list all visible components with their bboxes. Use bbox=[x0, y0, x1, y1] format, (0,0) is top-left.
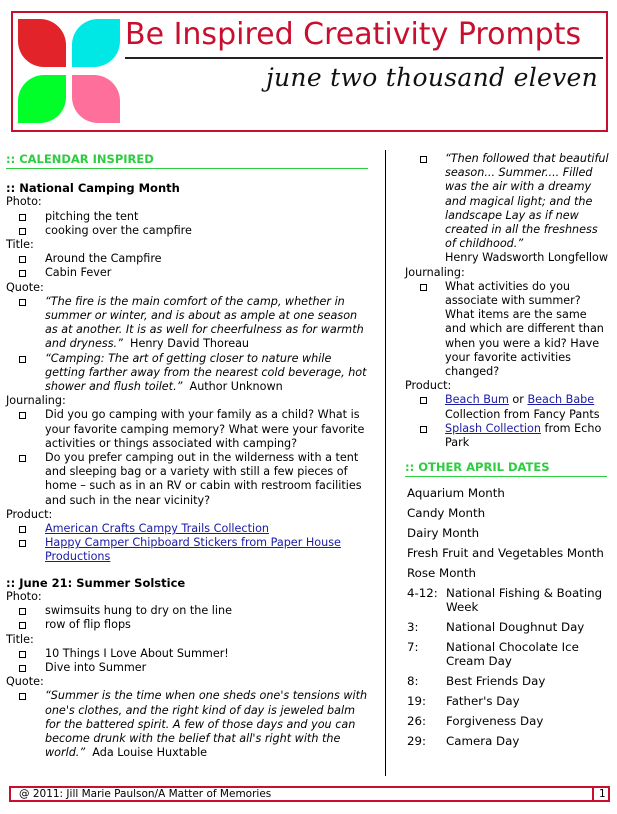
list-item: 7: National Chocolate Ice Cream Day bbox=[407, 640, 579, 669]
page-title: Be Inspired Creativity Prompts bbox=[125, 17, 582, 52]
list-item: cooking over the campfire bbox=[6, 224, 368, 238]
camping-photo-list bbox=[6, 210, 368, 238]
list-item: Rose Month bbox=[407, 566, 477, 581]
camping-event-title: :: National Camping Month bbox=[6, 181, 180, 196]
list-item: Dairy Month bbox=[407, 526, 480, 541]
left-column bbox=[6, 152, 368, 760]
list-item: swimsuits hung to dry on the line bbox=[6, 604, 368, 618]
camping-title-list bbox=[6, 252, 368, 280]
camping-quote-label: Quote: bbox=[6, 280, 44, 294]
checkbox-icon bbox=[19, 356, 26, 363]
checkbox-icon bbox=[420, 397, 427, 404]
checkbox-icon bbox=[19, 540, 26, 547]
camping-quote-list bbox=[6, 295, 368, 394]
product-link[interactable]: Splash Collection bbox=[445, 421, 541, 435]
solstice-product-label: Product: bbox=[405, 379, 452, 393]
list-item: pitching the tent bbox=[6, 210, 368, 224]
checkbox-icon bbox=[19, 608, 26, 615]
page-number: 1 bbox=[599, 788, 606, 800]
checkbox-icon bbox=[420, 284, 427, 291]
list-item: Fresh Fruit and Vegetables Month bbox=[407, 546, 604, 561]
camping-journaling-list bbox=[6, 408, 368, 507]
page-footer bbox=[9, 786, 610, 802]
quote-item: “Camping: The art of getting closer to nature while getting farther away from the nearest cold beverage, hot shower and flush toilet.” Author Unknown bbox=[6, 352, 368, 395]
camping-product-list bbox=[6, 522, 368, 565]
list-item: Do you prefer camping out in the wilderness with a tent and sleeping bag or a variety with still a few pieces of home – such as in an RV or cabin with restroom facilities and such in the near vicinity? bbox=[6, 451, 368, 508]
list-item: 26: Forgiveness Day bbox=[407, 714, 544, 729]
solstice-event-title: :: June 21: Summer Solstice bbox=[6, 575, 186, 590]
list-item bbox=[6, 536, 368, 564]
checkbox-icon bbox=[19, 651, 26, 658]
right-column bbox=[405, 152, 610, 751]
list-item: Splash Collection from Echo Park bbox=[405, 422, 610, 450]
solstice-journaling-label: Journaling: bbox=[405, 265, 465, 279]
other-dates-heading: :: OTHER APRIL DATES bbox=[405, 460, 607, 477]
product-link[interactable]: Beach Babe bbox=[527, 393, 595, 407]
list-item: Did you go camping with your family as a child? What is your favorite camping memory? What were your favorite activities or things associated with camping? bbox=[6, 408, 368, 451]
quote-item: “Summer is the time when one sheds one's tensions with one's clothes, and the right kind of day is jeweled balm for the battered spirit. A few of those days and you can become drunk with the belief that all's right with the world.” Ada Louise Huxtable bbox=[6, 689, 368, 760]
solstice-product-list bbox=[405, 393, 610, 450]
checkbox-icon bbox=[19, 256, 26, 263]
checkbox-icon bbox=[420, 156, 427, 163]
checkbox-icon bbox=[19, 693, 26, 700]
page-subtitle: june two thousand eleven bbox=[265, 63, 598, 92]
pink-leaf-tile bbox=[72, 75, 120, 123]
list-item: Candy Month bbox=[407, 506, 486, 521]
list-item: 4-12: National Fishing & Boating Week bbox=[407, 586, 603, 615]
checkbox-icon bbox=[19, 228, 26, 235]
page-header bbox=[11, 11, 608, 132]
solstice-journaling-list bbox=[405, 280, 610, 379]
quote-item: “The fire is the main comfort of the camp, whether in summer or winter, and is about as ample at one season as at another. It is as well for cheerfulness as for warmth and dryness.” Henry David Thoreau bbox=[6, 295, 368, 352]
list-item: 19: Father's Day bbox=[407, 694, 520, 709]
camping-photo-label: Photo: bbox=[6, 195, 42, 209]
checkbox-icon bbox=[19, 270, 26, 277]
list-item: row of flip flops bbox=[6, 618, 368, 632]
list-item bbox=[6, 522, 368, 536]
checkbox-icon bbox=[420, 426, 427, 433]
solstice-quote-list bbox=[6, 689, 368, 760]
camping-title-label: Title: bbox=[6, 238, 34, 252]
list-item: Around the Campfire bbox=[6, 252, 368, 266]
logo-tiles bbox=[18, 19, 122, 127]
footer-credit: @ 2011: Jill Marie Paulson/A Matter of Memories bbox=[19, 788, 272, 800]
checkbox-icon bbox=[19, 455, 26, 462]
list-item: Beach Bum or Beach Babe Collection from Fancy Pants bbox=[405, 393, 610, 421]
checkbox-icon bbox=[19, 665, 26, 672]
red-leaf-tile bbox=[18, 19, 66, 67]
solstice-quote-label: Quote: bbox=[6, 675, 44, 689]
list-item: What activities do you associate with summer? What items are the same and which are different than when you were a kid? Have your favorite activities changed? bbox=[405, 280, 610, 379]
list-item: Cabin Fever bbox=[6, 266, 368, 280]
list-item: 8: Best Friends Day bbox=[407, 674, 546, 689]
list-item: Dive into Summer bbox=[6, 661, 368, 675]
solstice-title-label: Title: bbox=[6, 632, 34, 646]
title-rule bbox=[125, 57, 603, 59]
calendar-section-heading: :: CALENDAR INSPIRED bbox=[6, 152, 368, 169]
quote-item: “Then followed that beautiful season... Summer.... Filled was the air with a dreamy and magical light; and the landscape Lay as if new created in all the freshness of childhood.” Henry Wadsworth Longfellow bbox=[405, 152, 610, 266]
product-link[interactable]: Beach Bum bbox=[445, 393, 509, 407]
solstice-quote-continued bbox=[405, 152, 610, 266]
list-item: 10 Things I Love About Summer! bbox=[6, 647, 368, 661]
footer-divider bbox=[592, 786, 594, 802]
solstice-photo-label: Photo: bbox=[6, 589, 42, 603]
green-leaf-tile bbox=[18, 75, 66, 123]
product-link[interactable]: American Crafts Campy Trails Collection bbox=[45, 522, 269, 536]
cyan-leaf-tile bbox=[72, 19, 120, 67]
list-item: Aquarium Month bbox=[407, 486, 505, 501]
product-link[interactable]: Happy Camper Chipboard Stickers from Paper House Productions bbox=[45, 536, 341, 564]
checkbox-icon bbox=[19, 526, 26, 533]
camping-journaling-label: Journaling: bbox=[6, 394, 66, 408]
other-dates-list bbox=[405, 483, 610, 751]
list-item: 29: Camera Day bbox=[407, 734, 520, 749]
checkbox-icon bbox=[19, 214, 26, 221]
checkbox-icon bbox=[19, 622, 26, 629]
camping-product-label: Product: bbox=[6, 507, 53, 521]
solstice-photo-list bbox=[6, 604, 368, 632]
solstice-title-list bbox=[6, 647, 368, 675]
list-item: 3: National Doughnut Day bbox=[407, 620, 585, 635]
checkbox-icon bbox=[19, 412, 26, 419]
checkbox-icon bbox=[19, 299, 26, 306]
column-divider bbox=[385, 150, 386, 776]
